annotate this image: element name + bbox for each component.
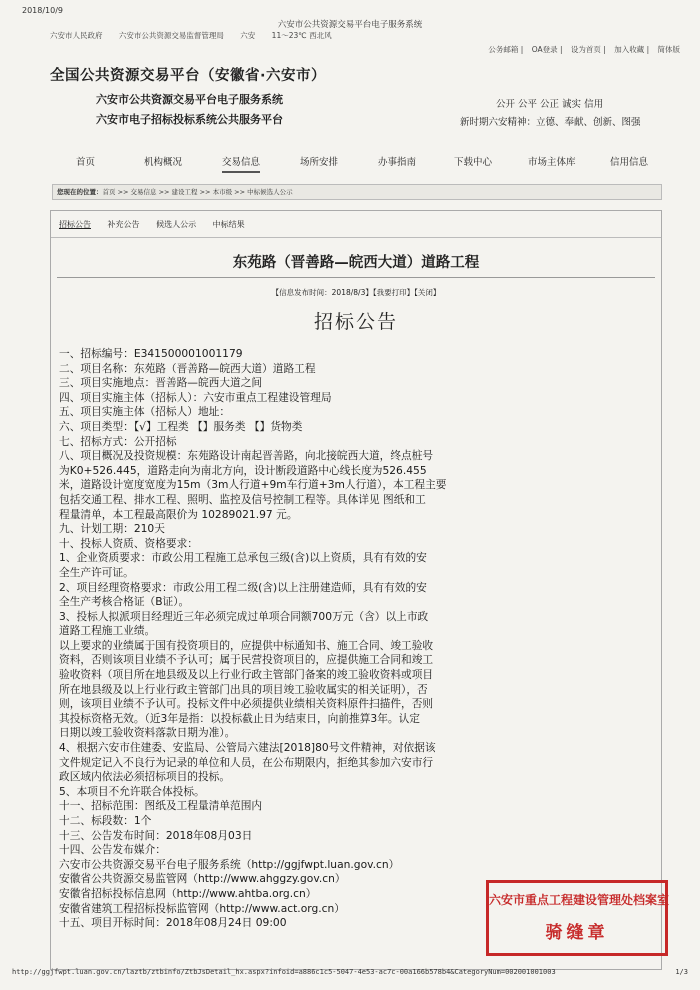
print-header xyxy=(0,6,700,30)
link-set-homepage[interactable]: 设为首页 xyxy=(570,45,601,54)
brand-spirit: 新时期六安精神：立德、奉献、创新、图强 xyxy=(460,117,641,128)
stamp-label: 骑缝章 xyxy=(545,923,609,943)
tab-supplementary-notice[interactable]: 补充公告 xyxy=(107,220,140,229)
nav-item-guide[interactable]: 办事指南 xyxy=(378,157,417,168)
notice-line: 验收资料（项目所在地县级及以上行业行政主管部门备案的竣工验收资料或项目 xyxy=(59,668,434,682)
notice-line: 所在地县级及以上行业行政主管部门出具的项目竣工验收属实的相关证明），否 xyxy=(59,682,428,696)
print-footer xyxy=(12,968,692,982)
notice-line: 3、投标人拟派项目经理近三年必须完成过单项合同额700万元（含）以上市政 xyxy=(59,609,429,623)
notice-line: 日期以竣工验收资料落款日期为准）。 xyxy=(59,726,236,740)
tab-tender-notice[interactable]: 招标公告 xyxy=(59,220,91,229)
weather-city: 六安 xyxy=(240,31,256,40)
notice-line: 包括交通工程、排水工程、照明、监控及信号控制工程等。具体详见 图纸和工 xyxy=(59,492,426,506)
notice-line: 五、项目实施主体（招标人）地址： xyxy=(59,405,231,419)
notice-line: 三、项目实施地点：晋善路—皖西大道之间 xyxy=(59,376,263,390)
notice-line: 十、投标人资质、资格要求： xyxy=(59,536,198,550)
tab-divider xyxy=(51,237,661,238)
notice-line: 全生产考核合格证（B证）。 xyxy=(59,595,190,609)
notice-line: 为K0+526.445，道路走向为南北方向，设计断段道路中心线长度为526.455 xyxy=(59,463,427,477)
brand-slogan: 公开 公平 公正 诚实 信用 xyxy=(496,99,604,110)
notice-line: 安徽省公共资源交易监管网（http://www.ahggzy.gov.cn） xyxy=(59,872,346,886)
weather-info: 11～23℃ 西北风 xyxy=(271,31,332,40)
notice-line: 4、根据六安市住建委、安监局、公管局六建法[2018]80号文件精神，对依据该 xyxy=(59,741,436,755)
notice-heading: 招标公告 xyxy=(313,311,398,333)
notice-line: 5、本项目不允许联合体投标。 xyxy=(59,784,205,798)
notice-body xyxy=(59,347,537,931)
notice-line: 道路工程施工业绩。 xyxy=(59,624,156,638)
nav-item-credit[interactable]: 信用信息 xyxy=(610,157,649,168)
print-date: 2018/10/9 xyxy=(22,6,64,15)
tab-award-result[interactable]: 中标结果 xyxy=(212,220,245,229)
link-oa-login[interactable]: OA登录 xyxy=(531,45,558,54)
breadcrumb xyxy=(52,184,662,200)
notice-line: 1、企业资质要求：市政公用工程施工总承包三级(含)以上资质，具有有效的安 xyxy=(59,551,427,565)
breadcrumb-path[interactable]: 首页 >> 交易信息 >> 建设工程 >> 本市级 >> 中标候选人公示 xyxy=(102,188,293,196)
notice-line: 程量清单，本工程最高限价为 10289021.97 元。 xyxy=(59,507,298,521)
publish-meta: 【信息发布时间：2018/8/3】【我要打印】【关闭】 xyxy=(271,288,441,297)
notice-line: 十一、招标范围：图纸及工程量清单范围内 xyxy=(59,799,263,813)
link-supervision-bureau[interactable]: 六安市公共资源交易监督管理局 xyxy=(118,31,224,40)
main-nav xyxy=(50,150,670,180)
notice-line: 二、项目名称：东苑路（晋善路—皖西大道）道路工程 xyxy=(59,361,316,375)
notice-line: 文件规定记入不良行为记录的单位和人员，在公布期限内，拒绝其参加六安市行 xyxy=(59,755,434,769)
notice-line: 六、项目类型：【√】工程类 【】服务类 【】货物类 xyxy=(59,419,303,433)
breadcrumb-label: 您现在的位置： xyxy=(57,188,103,196)
nav-item-home[interactable]: 首页 xyxy=(76,157,96,168)
top-left-links xyxy=(50,30,346,41)
notice-line: 其投标资格无效。（近3年是指：以投标截止日为结束日，向前推算3年。认定 xyxy=(59,711,420,725)
notice-line: 十五、项目开标时间：2018年08月24日 09:00 xyxy=(59,916,287,930)
nav-item-about[interactable]: 机构概况 xyxy=(144,157,183,168)
print-page-title: 六安市公共资源交易平台电子服务系统 xyxy=(277,20,423,30)
notice-line: 十四、公告发布媒介： xyxy=(59,843,166,857)
notice-line: 政区域内依法必须招标项目的投标。 xyxy=(59,770,231,784)
brand-subtitle-2: 六安市电子招标投标系统公共服务平台 xyxy=(96,113,283,126)
notice-line: 九、计划工期：210天 xyxy=(59,522,165,536)
notice-line: 安徽省招标投标信息网（http://www.ahtba.org.cn） xyxy=(59,886,317,900)
notice-line: 安徽省建筑工程招标投标监管网（http://www.act.org.cn） xyxy=(59,901,345,915)
link-mail[interactable]: 公务邮箱 xyxy=(488,45,519,54)
brand-subtitle-1: 六安市公共资源交易平台电子服务系统 xyxy=(96,93,283,106)
link-add-favorite[interactable]: 加入收藏 xyxy=(614,45,645,54)
project-title: 东苑路（晋善路—皖西大道）道路工程 xyxy=(232,255,480,271)
title-divider xyxy=(57,277,655,278)
notice-line: 一、招标编号：E341500001001179 xyxy=(59,347,243,360)
notice-line: 2、项目经理资格要求：市政公用工程二级(含)以上注册建造师，具有有效的安 xyxy=(59,580,427,594)
notice-line: 资料，否则该项目业绩不予认可；属于民营投资项目的，应提供施工合同和竣工 xyxy=(59,653,434,667)
page-number: 1/3 xyxy=(675,968,688,976)
notice-line: 米，道路设计宽度宽度为15m（3m人行道+9m车行道+3m人行道），本工程主要 xyxy=(59,478,447,492)
site-brand xyxy=(50,64,670,134)
archive-seal-stamp xyxy=(486,880,668,956)
notice-line: 以上要求的业绩属于国有投资项目的，应提供中标通知书、施工合同、竣工验收 xyxy=(59,638,434,652)
top-bar xyxy=(50,26,680,54)
top-right-links: 公务邮箱 | OA登录 | 设为首页 | 加入收藏 | 简体版 xyxy=(488,45,680,54)
nav-item-trade-info[interactable]: 交易信息 xyxy=(222,154,260,173)
nav-item-download[interactable]: 下载中心 xyxy=(454,157,493,168)
tab-candidate-notice[interactable]: 候选人公示 xyxy=(156,220,197,229)
link-city-gov[interactable]: 六安市人民政府 xyxy=(50,31,103,40)
nav-item-venue[interactable]: 场所安排 xyxy=(300,157,339,168)
notice-line: 四、项目实施主体（招标人）：六安市重点工程建设管理局 xyxy=(59,390,332,404)
stamp-org: 六安市重点工程建设管理处档案室 xyxy=(489,893,670,907)
notice-line: 八、项目概况及投资规模：东苑路设计南起晋善路，向北接皖西大道，终点桩号 xyxy=(59,449,434,463)
notice-line: 十三、公告发布时间：2018年08月03日 xyxy=(59,828,253,842)
notice-line: 十二、标段数：1个 xyxy=(59,814,152,827)
link-simplified[interactable]: 简体版 xyxy=(657,45,680,54)
notice-tabs xyxy=(59,219,259,230)
notice-line: 则，该项目业绩不予认可。投标文件中必须提供业绩相关资料原件扫描件，否则 xyxy=(59,697,434,711)
nav-item-market-entities[interactable]: 市场主体库 xyxy=(528,157,576,168)
notice-line: 全生产许可证。 xyxy=(59,565,134,579)
notice-line: 六安市公共资源交易平台电子服务系统（http://ggjfwpt.luan.gov.cn） xyxy=(59,857,400,871)
brand-main-title: 全国公共资源交易平台（安徽省·六安市） xyxy=(50,68,327,84)
notice-line: 七、招标方式：公开招标 xyxy=(59,434,177,448)
content-panel xyxy=(50,210,662,970)
page-url: http://ggjfwpt.luan.gov.cn/laztb/ztbinfo/ZtbJsDetail_hx.aspx?infoid=a886c1c5-5047-4e53-ac7c-00a166b578b4&CategoryNum=002001001003 xyxy=(12,968,556,976)
